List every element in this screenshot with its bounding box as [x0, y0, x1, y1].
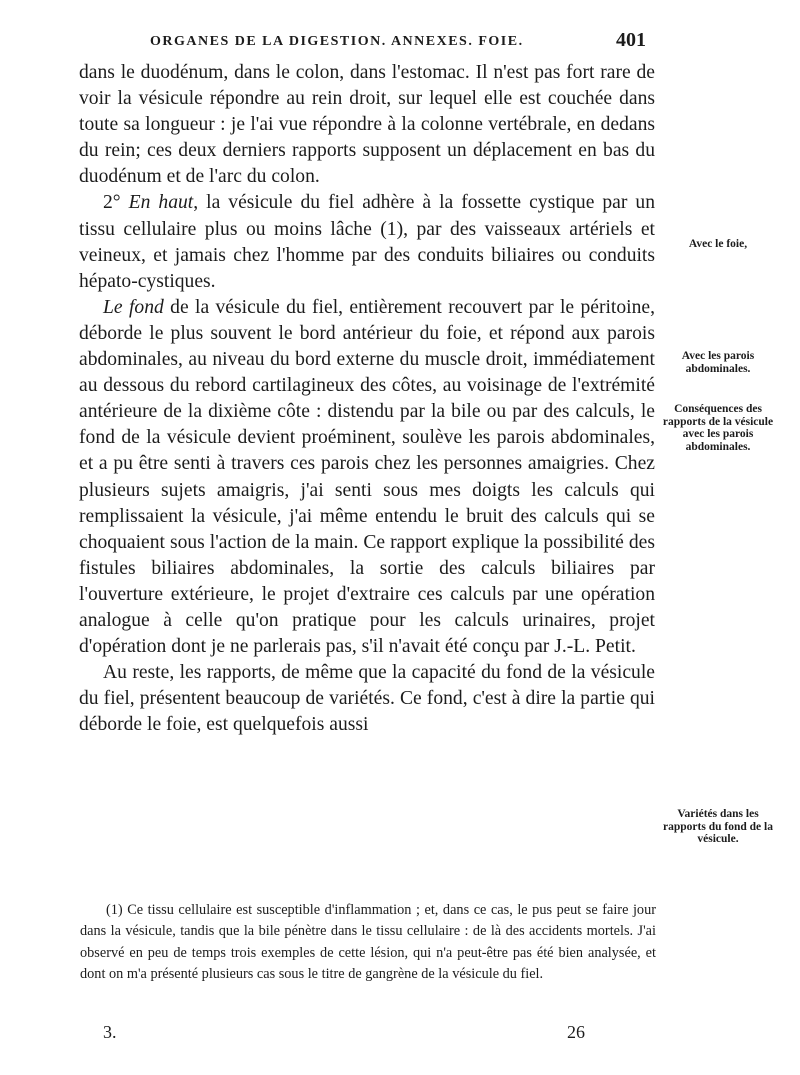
footnote: [80, 900, 656, 986]
paragraph-3-text: de la vésicule du fiel, entièrement recouvert par le péritoine, déborde le plus souvent le bord antérieur du foie, et répond aux parois abdominales, au niveau du bord externe du muscle droit, immédiatement au dessous du rebord cartilagineux des côtes, au voisinage de l'extrémité antérieure de la dixième côte : distendu par la bile ou par des calculs, le fond de la vésicule devient proéminent, soulève les parois abdominales, et a pu être senti à travers ces parois chez les personnes amaigries. Chez plusieurs sujets amaigris, j'ai senti sous mes doigts les calculs qui remplissaient la vésicule, j'ai même entendu le bruit des calculs qui se choquaient sous l'action de la main. Ce rapport explique la possibilité des fistules biliaires abdominales, la sortie des calculs biliaires par l'ouverture extérieure, le projet d'extraire ces calculs par une opération analogue à celle qu'on pratique pour les calculs urinaires, projet d'opération dont je ne parlerais pas, s'il n'avait été conçu par J.-L. Petit.: [79, 296, 655, 658]
paragraph-2-text: , la vésicule du fiel adhère à la fossette cystique par un tissu cellulaire plus ou moins lâche (1), par des vaisseaux artériels et veineux, et jamais chez l'homme par des conduits biliaires ou conduits hépato-cystiques.: [79, 192, 656, 292]
paragraph-2-lead: 2°: [103, 192, 129, 214]
signature-mark: 3.: [103, 1022, 117, 1042]
paragraph-3-emphasis: Le fond: [103, 296, 164, 318]
footnote-text: (1) Ce tissu cellulaire est susceptible d'inflammation ; et, dans ce cas, le pus peut se faire jour dans la vésicule, tandis que la bile pénètre dans le tissu cellulaire : de là des accidents mortels. J'ai observé en peu de temps trois exemples de cette lésion, qui n'a peut-être pas été bien analysée, et dont on m'a présenté plusieurs cas sous le titre de gangrène de la vésicule du fiel.: [80, 902, 656, 983]
paragraph-4: Au reste, les rapports, de même que la capacité du fond de la vésicule du fiel, présentent beaucoup de variétés. Ce fond, c'est à dire la partie qui déborde le foie, est quelquefois aussi: [79, 662, 655, 736]
sidenote-1: Avec le foie,: [688, 238, 748, 250]
paragraph-2-emphasis: En haut: [128, 192, 194, 214]
page-number: 401: [616, 29, 646, 51]
sidenote-3: Conséquences des rapports de la vésicule avec les parois abdominales.: [662, 403, 774, 453]
paragraph-2: [79, 190, 655, 294]
main-text: [79, 60, 655, 738]
sheet-number: 26: [567, 1022, 585, 1042]
paragraph-1: dans le duodénum, dans le colon, dans l'estomac. Il n'est pas fort rare de voir la vésicule répondre au rein droit, sur lequel elle est couchée dans toute sa longueur : je l'ai vue répondre à la colonne vertébrale, en dedans du rein; ces deux derniers rapports supposent un déplacement en bas du duodénum et de l'arc du colon.: [79, 62, 655, 188]
paragraph-3: [79, 295, 655, 660]
running-title: ORGANES DE LA DIGESTION. ANNEXES. FOIE.: [150, 34, 524, 49]
running-header: [150, 29, 650, 51]
sidenote-2: Avec les parois abdominales.: [681, 350, 755, 375]
sidenote-4: Variétés dans les rapports du fond de la vésicule.: [663, 808, 773, 845]
